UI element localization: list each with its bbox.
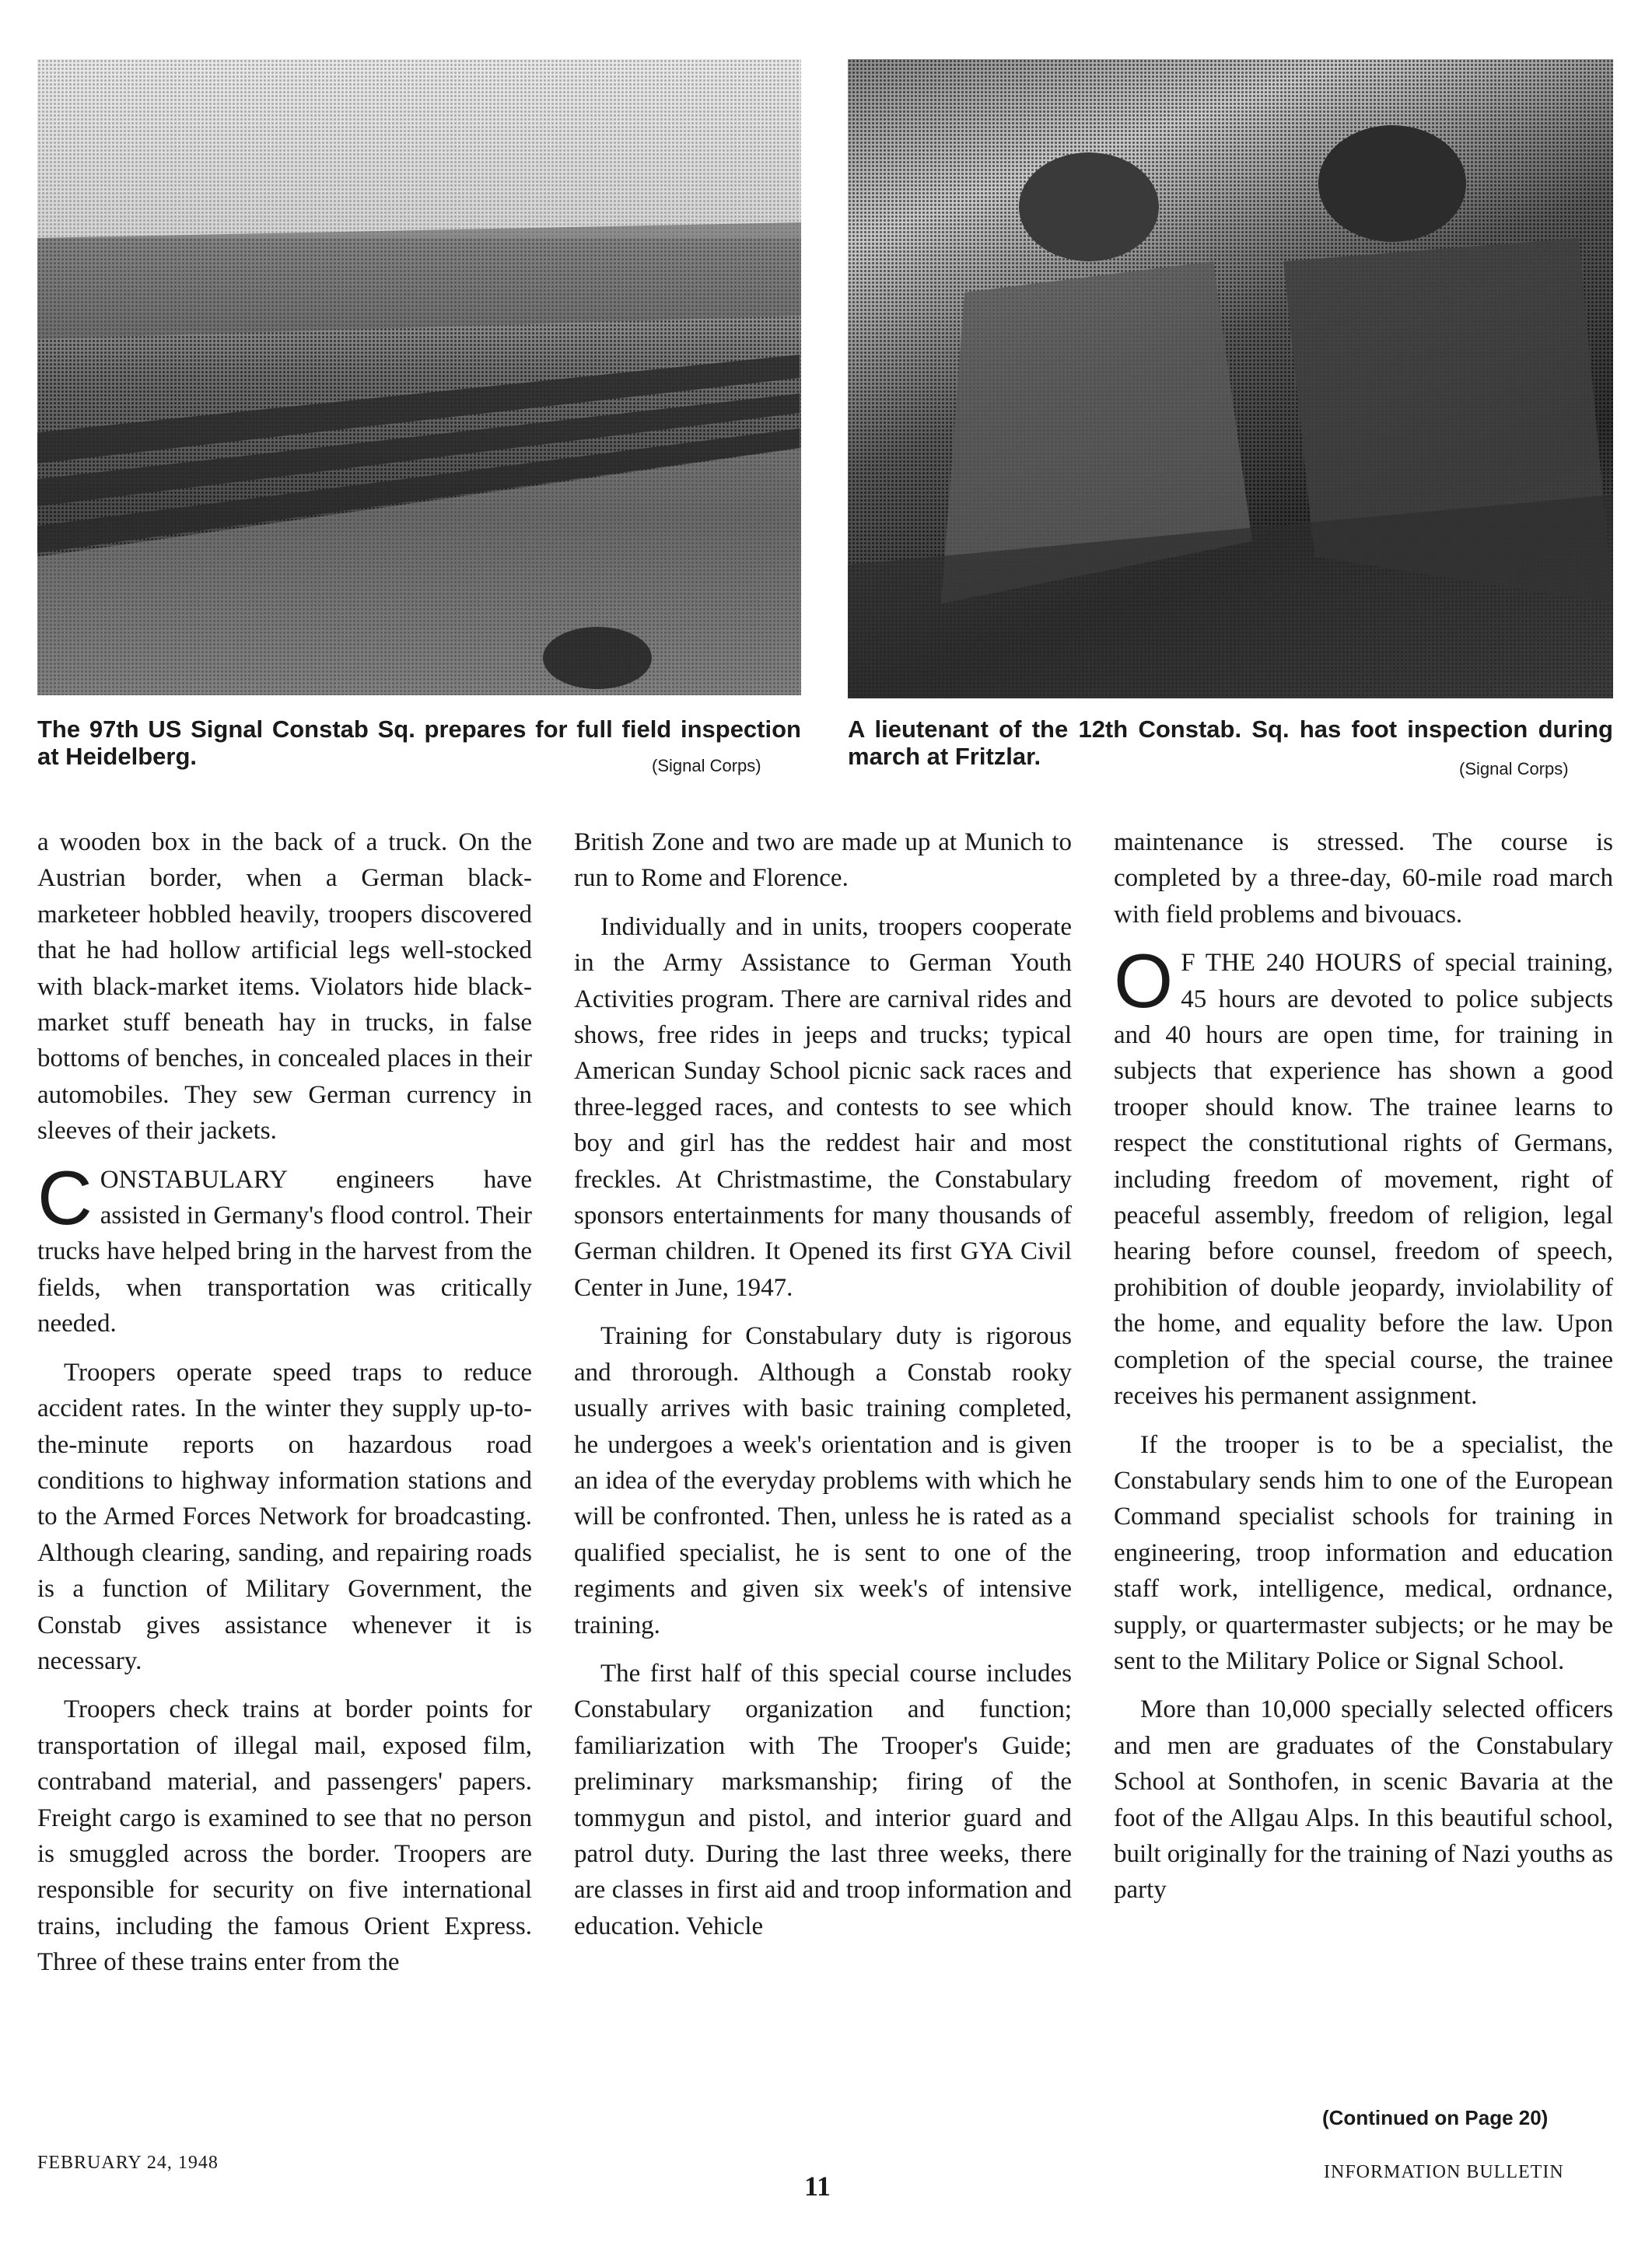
continued-note: (Continued on Page 20) (1322, 2106, 1549, 2129)
drop-cap: C (37, 1154, 93, 1240)
drop-cap: O (1114, 938, 1174, 1024)
paragraph-dropcap (37, 1154, 532, 1342)
footer-date: FEBRUARY 24, 1948 (37, 2153, 219, 2173)
paragraph: Troopers check trains at border points for transportation of illegal mail, exposed film, contraband material, and passengers' papers. Freight cargo is examined to see that no person is smuggled across the border. Troopers are responsible for security on five international trains, including the famous Orient Express. Three of these trains enter from the (37, 1695, 532, 1977)
paragraph: Training for Constabulary duty is rigorous and throrough. Although a Constab rooky usually arrives with basic training completed, he undergoes a week's orientation and is given an idea of the everyday problems with which he will be confronted. Then, unless he is rated as a qualified specialist, he is sent to one of the regiments and given six week's of intensive training. (574, 1322, 1072, 1639)
paragraph-dropcap (1114, 938, 1613, 1414)
paragraph: Individually and in units, troopers cooperate in the Army Assistance to German Youth Activities program. There are carnival rides and shows, free rides in jeeps and trucks; typical American Sunday School picnic sack races and three-legged races, and contests to see which boy and girl has the reddest hair and most freckles. At Christmastime, the Constabulary sponsors entertainments for many thousands of German children. It Opened its first GYA Civil Center in June, 1947. (574, 912, 1072, 1302)
soldiers-illustration (848, 59, 1613, 698)
text-column-3 (1114, 824, 1613, 1921)
paragraph: If the trooper is to be a specialist, the Constabulary sends him to one of the European Command specialist schools for training in engineering, troop information and education staff work, intelligence, medical, ordnance, supply, or quartermaster subjects; or he may be sent to the Military Police or Signal School. (1114, 1430, 1613, 1675)
paragraph: maintenance is stressed. The course is completed by a three-day, 60-mile road march with field problems and bivouacs. (1114, 828, 1613, 929)
text-column-1 (37, 824, 532, 1993)
text-column-2 (574, 824, 1072, 1957)
paragraph: Troopers operate speed traps to reduce accident rates. In the winter they supply up-to-the-minute reports on hazardous road conditions to highway information stations and to the Armed Forces Network for broadcasting. Although clearing, sanding, and repairing roads is a function of Military Government, the Constab gives assistance whenever it is necessary. (37, 1358, 532, 1675)
photo-foot-inspection (848, 59, 1613, 698)
page-number: 11 (804, 2171, 831, 2202)
paragraph-text: F THE 240 HOURS of special training, 45 hours are devoted to police subjects and 40 hours are open time, for training in subjects that experience has shown a good trooper should know. The trainee learns to respect the constitutional rights of Germans, including freedom of movement, right of peaceful assembly, freedom of religion, legal hearing before counsel, freedom of speech, prohibition of double jeopardy, inviolability of the home, and equality before the law. Upon completion of the special course, the trainee receives his permanent assignment. (1114, 949, 1613, 1411)
paragraph: The first half of this special course includes Constabulary organization and function; familiarization with The Trooper's Guide; preliminary marksmanship; firing of the tommygun and pistol, and interior guard and patrol duty. During the last three weeks, there are classes in first aid and troop information and education. Vehicle (574, 1659, 1072, 1940)
tent-field-illustration (37, 59, 801, 695)
footer-publication: INFORMATION BULLETIN (1324, 2162, 1564, 2182)
photo-credit-left: (Signal Corps) (652, 756, 761, 775)
figure-caption-left: The 97th US Signal Constab Sq. prepares for full field inspection at Heidelberg. (37, 715, 801, 770)
paragraph: More than 10,000 specially selected officers and men are graduates of the Constabulary School at Sonthofen, in scenic Bavaria at the foot of the Allgau Alps. In this beautiful school, built originally for the training of Nazi youths as party (1114, 1695, 1613, 1905)
paragraph: British Zone and two are made up at Munich to run to Rome and Florence. (574, 828, 1072, 893)
paragraph: a wooden box in the back of a truck. On the Austrian border, when a German black-marketeer hobbled heavily, troopers discovered that he had hollow artificial legs well-stocked with black-market items. Violators hide black-market stuff beneath hay in trucks, in false bottoms of benches, in concealed places in their automobiles. They sew German currency in sleeves of their jackets. (37, 828, 532, 1146)
photo-tent-encampment (37, 59, 801, 695)
photo-credit-right: (Signal Corps) (1459, 759, 1569, 778)
figure-caption-right: A lieutenant of the 12th Constab. Sq. has foot inspection during march at Fritzlar. (848, 715, 1613, 770)
paragraph-text: ONSTABULARY engineers have assisted in Germany's flood control. Their trucks have helped bring in the harvest from the fields, when transportation was critically needed. (37, 1165, 532, 1338)
